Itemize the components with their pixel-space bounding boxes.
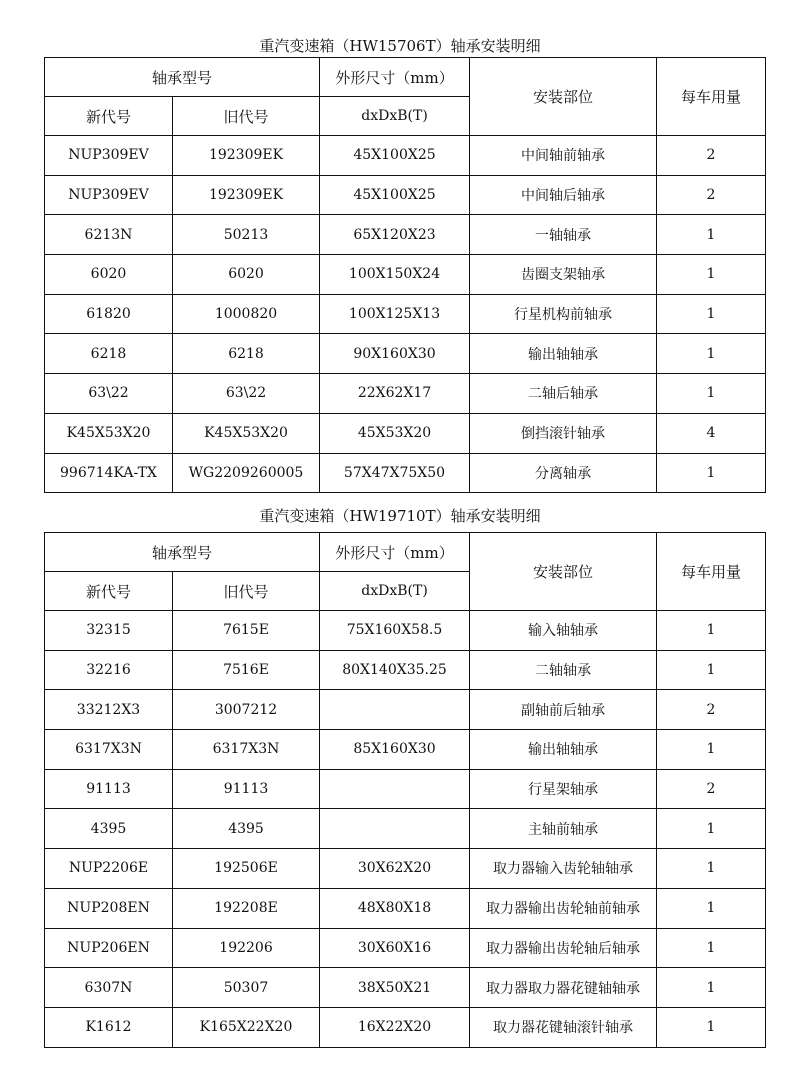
- cell-qty: 1: [657, 968, 766, 1008]
- cell-old-code: 6020: [173, 255, 320, 295]
- cell-new-code: 33212X3: [45, 690, 173, 730]
- cell-qty: 1: [657, 730, 766, 770]
- cell-old-code: 192309EK: [173, 136, 320, 176]
- table-row: [45, 413, 766, 453]
- table-row: [45, 968, 766, 1008]
- cell-qty: 1: [657, 374, 766, 414]
- table-row: [45, 374, 766, 414]
- cell-install-location: 一轴轴承: [470, 215, 657, 255]
- table-title: 重汽变速箱（HW15706T）轴承安装明细: [259, 37, 541, 55]
- cell-dimensions: 85X160X30: [320, 730, 470, 770]
- cell-install-location: 取力器输出齿轮轴后轴承: [470, 928, 657, 968]
- cell-new-code: 6307N: [45, 968, 173, 1008]
- header-old-code: 旧代号: [173, 572, 320, 611]
- table-row: [45, 136, 766, 176]
- table-row: [45, 453, 766, 493]
- cell-qty: 4: [657, 413, 766, 453]
- cell-qty: 1: [657, 294, 766, 334]
- table-body: [45, 136, 766, 493]
- cell-old-code: WG2209260005: [173, 453, 320, 493]
- cell-old-code: 91113: [173, 769, 320, 809]
- cell-install-location: 输出轴轴承: [470, 730, 657, 770]
- cell-old-code: 192506E: [173, 849, 320, 889]
- table-body: [45, 611, 766, 1048]
- cell-qty: 1: [657, 215, 766, 255]
- table-row: [45, 888, 766, 928]
- bearing-table-hw15706t: [44, 57, 766, 493]
- cell-old-code: 7615E: [173, 611, 320, 651]
- cell-dimensions: [320, 769, 470, 809]
- cell-install-location: 副轴前后轴承: [470, 690, 657, 730]
- cell-old-code: 7516E: [173, 650, 320, 690]
- table-row: [45, 611, 766, 651]
- cell-new-code: NUP208EN: [45, 888, 173, 928]
- cell-dimensions: 100X125X13: [320, 294, 470, 334]
- cell-dimensions: 75X160X58.5: [320, 611, 470, 651]
- cell-qty: 2: [657, 690, 766, 730]
- header-new-code: 新代号: [45, 97, 173, 136]
- header-install-location: 安装部位: [470, 58, 657, 136]
- cell-qty: 1: [657, 1007, 766, 1047]
- table-row: [45, 849, 766, 889]
- cell-install-location: 倒挡滚针轴承: [470, 413, 657, 453]
- cell-dimensions: 45X53X20: [320, 413, 470, 453]
- header-qty-per-vehicle: 每车用量: [657, 58, 766, 136]
- cell-new-code: 6020: [45, 255, 173, 295]
- cell-qty: 1: [657, 809, 766, 849]
- cell-qty: 2: [657, 769, 766, 809]
- cell-dimensions: 57X47X75X50: [320, 453, 470, 493]
- cell-new-code: 4395: [45, 809, 173, 849]
- cell-install-location: 取力器花键轴滚针轴承: [470, 1007, 657, 1047]
- cell-new-code: 32315: [45, 611, 173, 651]
- table-row: [45, 690, 766, 730]
- cell-old-code: 192208E: [173, 888, 320, 928]
- cell-dimensions: 30X60X16: [320, 928, 470, 968]
- cell-install-location: 取力器输出齿轮轴前轴承: [470, 888, 657, 928]
- table-row: [45, 294, 766, 334]
- header-qty-per-vehicle: 每车用量: [657, 533, 766, 611]
- cell-new-code: NUP309EV: [45, 136, 173, 176]
- cell-new-code: 91113: [45, 769, 173, 809]
- header-dim-format: dxDxB(T): [320, 97, 470, 136]
- header-bearing-model: 轴承型号: [45, 58, 320, 97]
- cell-old-code: 50307: [173, 968, 320, 1008]
- cell-new-code: 6317X3N: [45, 730, 173, 770]
- cell-new-code: 32216: [45, 650, 173, 690]
- cell-install-location: 二轴轴承: [470, 650, 657, 690]
- cell-dimensions: [320, 690, 470, 730]
- cell-dimensions: 45X100X25: [320, 175, 470, 215]
- cell-install-location: 中间轴后轴承: [470, 175, 657, 215]
- cell-install-location: 行星架轴承: [470, 769, 657, 809]
- cell-new-code: 61820: [45, 294, 173, 334]
- table-row: [45, 175, 766, 215]
- cell-dimensions: 80X140X35.25: [320, 650, 470, 690]
- cell-install-location: 主轴前轴承: [470, 809, 657, 849]
- bearing-table-hw19710t: [44, 532, 766, 1048]
- cell-old-code: K165X22X20: [173, 1007, 320, 1047]
- header-dimensions: 外形尺寸（mm）: [320, 533, 470, 572]
- cell-qty: 1: [657, 888, 766, 928]
- table-row: [45, 809, 766, 849]
- cell-qty: 2: [657, 175, 766, 215]
- cell-new-code: 6213N: [45, 215, 173, 255]
- cell-qty: 1: [657, 334, 766, 374]
- cell-old-code: 1000820: [173, 294, 320, 334]
- table-row: [45, 334, 766, 374]
- cell-dimensions: 65X120X23: [320, 215, 470, 255]
- header-bearing-model: 轴承型号: [45, 533, 320, 572]
- header-old-code: 旧代号: [173, 97, 320, 136]
- table-row: [45, 769, 766, 809]
- cell-new-code: 996714KA-TX: [45, 453, 173, 493]
- header-new-code: 新代号: [45, 572, 173, 611]
- cell-old-code: 192309EK: [173, 175, 320, 215]
- cell-qty: 1: [657, 928, 766, 968]
- cell-new-code: NUP309EV: [45, 175, 173, 215]
- table-row: [45, 730, 766, 770]
- cell-old-code: 63\22: [173, 374, 320, 414]
- cell-new-code: NUP206EN: [45, 928, 173, 968]
- cell-old-code: K45X53X20: [173, 413, 320, 453]
- cell-new-code: K45X53X20: [45, 413, 173, 453]
- cell-dimensions: 22X62X17: [320, 374, 470, 414]
- cell-install-location: 分离轴承: [470, 453, 657, 493]
- cell-old-code: 6317X3N: [173, 730, 320, 770]
- cell-install-location: 中间轴前轴承: [470, 136, 657, 176]
- cell-new-code: NUP2206E: [45, 849, 173, 889]
- cell-qty: 1: [657, 255, 766, 295]
- table-title: 重汽变速箱（HW19710T）轴承安装明细: [259, 507, 541, 525]
- cell-new-code: 63\22: [45, 374, 173, 414]
- table-row: [45, 255, 766, 295]
- cell-qty: 1: [657, 611, 766, 651]
- cell-new-code: K1612: [45, 1007, 173, 1047]
- cell-dimensions: 90X160X30: [320, 334, 470, 374]
- cell-qty: 2: [657, 136, 766, 176]
- header-install-location: 安装部位: [470, 533, 657, 611]
- cell-dimensions: 100X150X24: [320, 255, 470, 295]
- cell-dimensions: 45X100X25: [320, 136, 470, 176]
- cell-install-location: 输入轴轴承: [470, 611, 657, 651]
- cell-install-location: 行星机构前轴承: [470, 294, 657, 334]
- cell-old-code: 6218: [173, 334, 320, 374]
- cell-install-location: 输出轴轴承: [470, 334, 657, 374]
- cell-new-code: 6218: [45, 334, 173, 374]
- cell-dimensions: 48X80X18: [320, 888, 470, 928]
- cell-install-location: 取力器取力器花键轴轴承: [470, 968, 657, 1008]
- cell-dimensions: 38X50X21: [320, 968, 470, 1008]
- cell-old-code: 4395: [173, 809, 320, 849]
- table-row: [45, 928, 766, 968]
- table-row: [45, 650, 766, 690]
- header-dim-format: dxDxB(T): [320, 572, 470, 611]
- header-dimensions: 外形尺寸（mm）: [320, 58, 470, 97]
- cell-old-code: 50213: [173, 215, 320, 255]
- cell-dimensions: [320, 809, 470, 849]
- cell-old-code: 3007212: [173, 690, 320, 730]
- cell-install-location: 齿圈支架轴承: [470, 255, 657, 295]
- cell-old-code: 192206: [173, 928, 320, 968]
- cell-install-location: 取力器输入齿轮轴轴承: [470, 849, 657, 889]
- cell-qty: 1: [657, 453, 766, 493]
- cell-dimensions: 30X62X20: [320, 849, 470, 889]
- cell-install-location: 二轴后轴承: [470, 374, 657, 414]
- table-row: [45, 1007, 766, 1047]
- cell-qty: 1: [657, 650, 766, 690]
- cell-qty: 1: [657, 849, 766, 889]
- table-row: [45, 215, 766, 255]
- cell-dimensions: 16X22X20: [320, 1007, 470, 1047]
